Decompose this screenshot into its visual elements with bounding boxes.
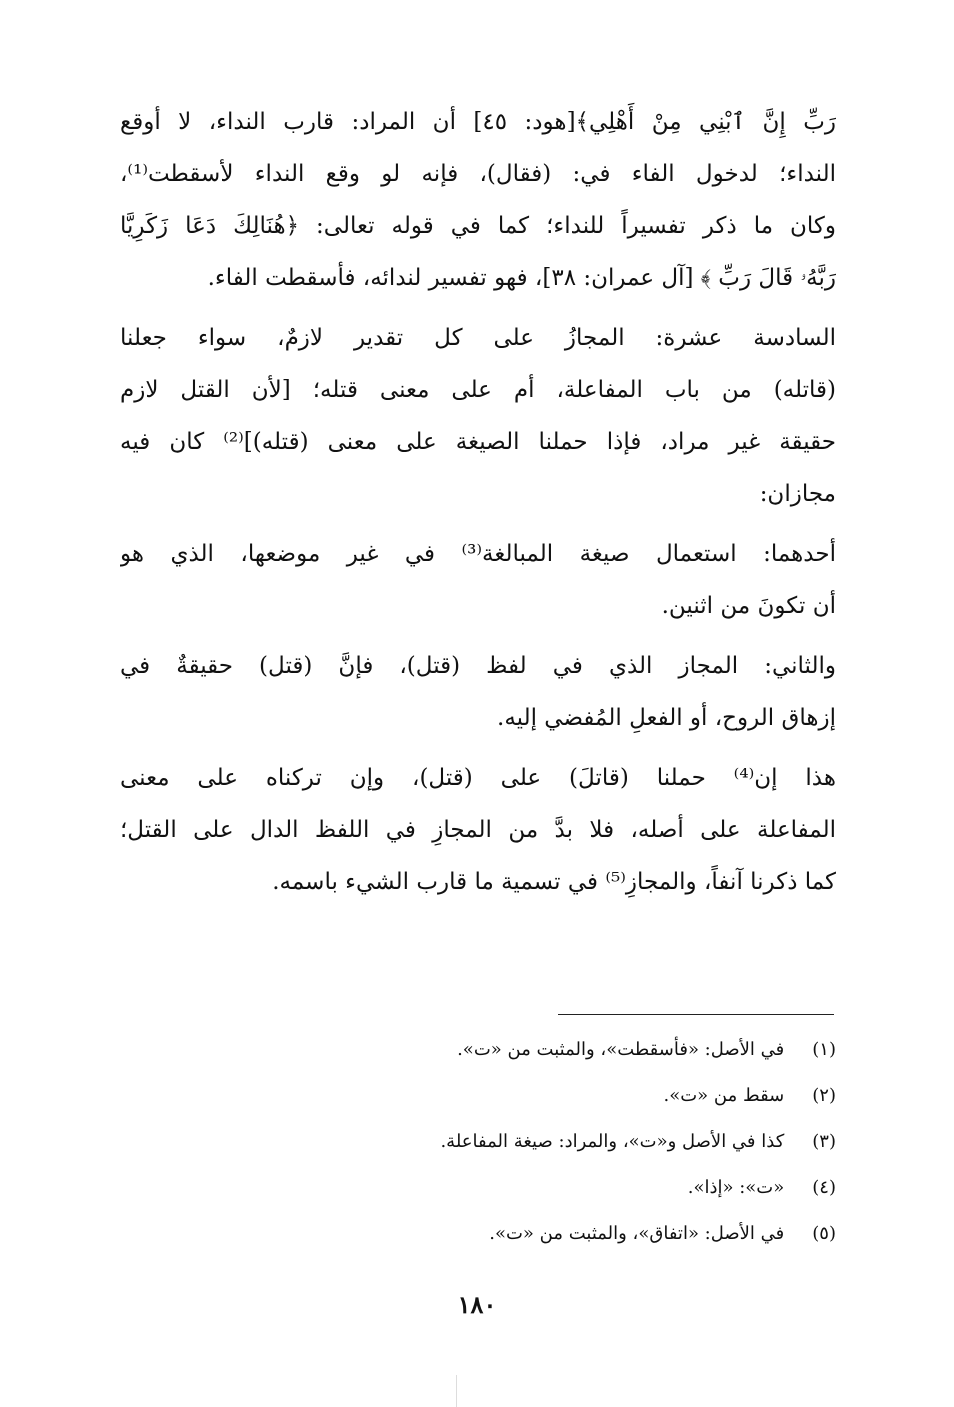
text-line: كما ذكرنا آنفاً، والمجازِ⁽⁵⁾ في تسمية ما قارب الشيء باسمه. <box>272 869 836 895</box>
text-line: حقيقة غير مراد، فإذا حملنا الصيغة على معنى (قتله)]⁽²⁾ كان فيه <box>120 429 836 455</box>
text-line: النداء؛ لدخول الفاء في: (فقال)، فإنه لو وقع النداء لأسقطت⁽¹⁾، <box>120 161 836 187</box>
footnote-separator <box>558 1014 834 1015</box>
footnote-item <box>120 1211 836 1257</box>
text-line: وكان ما ذكر تفسيراً للنداء؛ كما في قوله تعالى: ﴿هُنَالِكَ دَعَا زَكَرِيَّا <box>120 213 836 239</box>
text-line: رَبِّ إِنَّ ٱبْنِي مِنْ أَهْلِي﴾[هود: ٤٥] أن المراد: قارب النداء، لا أوقع <box>120 109 836 135</box>
footnote-item <box>120 1027 836 1073</box>
footnote-text: في الأصل: «فأسقطت»، والمثبت من «ت». <box>457 1039 785 1060</box>
footnote-number: (٣) <box>812 1131 836 1152</box>
text-line: والثاني: المجاز الذي في لفظ (قتل)، فإنَّ (قتل) حقيقةٌ في <box>120 653 836 679</box>
footnote-number: (٤) <box>812 1177 836 1198</box>
text-line: السادسة عشرة: المجازُ على كل تقدير لازمٌ، سواء جعلنا <box>120 325 836 351</box>
main-text <box>120 96 836 908</box>
text-line: أن تكونَ من اثنين. <box>661 593 836 619</box>
text-line: إزهاق الروح، أو الفعلِ المُفضي إليه. <box>497 705 836 731</box>
footnote-item <box>120 1073 836 1119</box>
footnote-item <box>120 1119 836 1165</box>
text-line: أحدهما: استعمال صيغة المبالغة⁽³⁾ في غير موضعها، الذي هو <box>120 541 836 567</box>
text-line: مجازان: <box>759 481 836 507</box>
footnote-number: (١) <box>812 1039 836 1060</box>
footnote-text: في الأصل: «اتفاق»، والمثبت من «ت». <box>489 1223 785 1244</box>
text-line: رَبَّهُۥ قَالَ رَبِّ ﴾ [آل عمران: ٣٨]، فهو تفسير لندائه، فأسقطت الفاء. <box>207 265 836 291</box>
text-line: (قاتله) من باب المفاعلة، أم على معنى قتله؛ [لأن القتل لازم <box>120 377 836 403</box>
footnote-item <box>120 1165 836 1211</box>
text-line: المفاعلة على أصله، فلا بدَّ من المجازِ في اللفظ الدال على القتل؛ <box>120 817 836 843</box>
text-line: هذا إن⁽⁴⁾ حملنا (قاتلَ) على (قتل)، وإن تركناه على معنى <box>120 765 836 791</box>
footnote-number: (٢) <box>812 1085 836 1106</box>
footnote-text: سقط من «ت». <box>663 1085 785 1106</box>
footnotes <box>120 1027 836 1257</box>
footnote-number: (٥) <box>812 1223 836 1244</box>
page-number: ١٨٠ <box>457 1290 497 1319</box>
footnote-text: «ت»: «إذا». <box>687 1177 785 1198</box>
footnote-text: كذا في الأصل و«ت»، والمراد: صيغة المفاعلة. <box>440 1131 785 1152</box>
scan-mark <box>456 1375 457 1407</box>
